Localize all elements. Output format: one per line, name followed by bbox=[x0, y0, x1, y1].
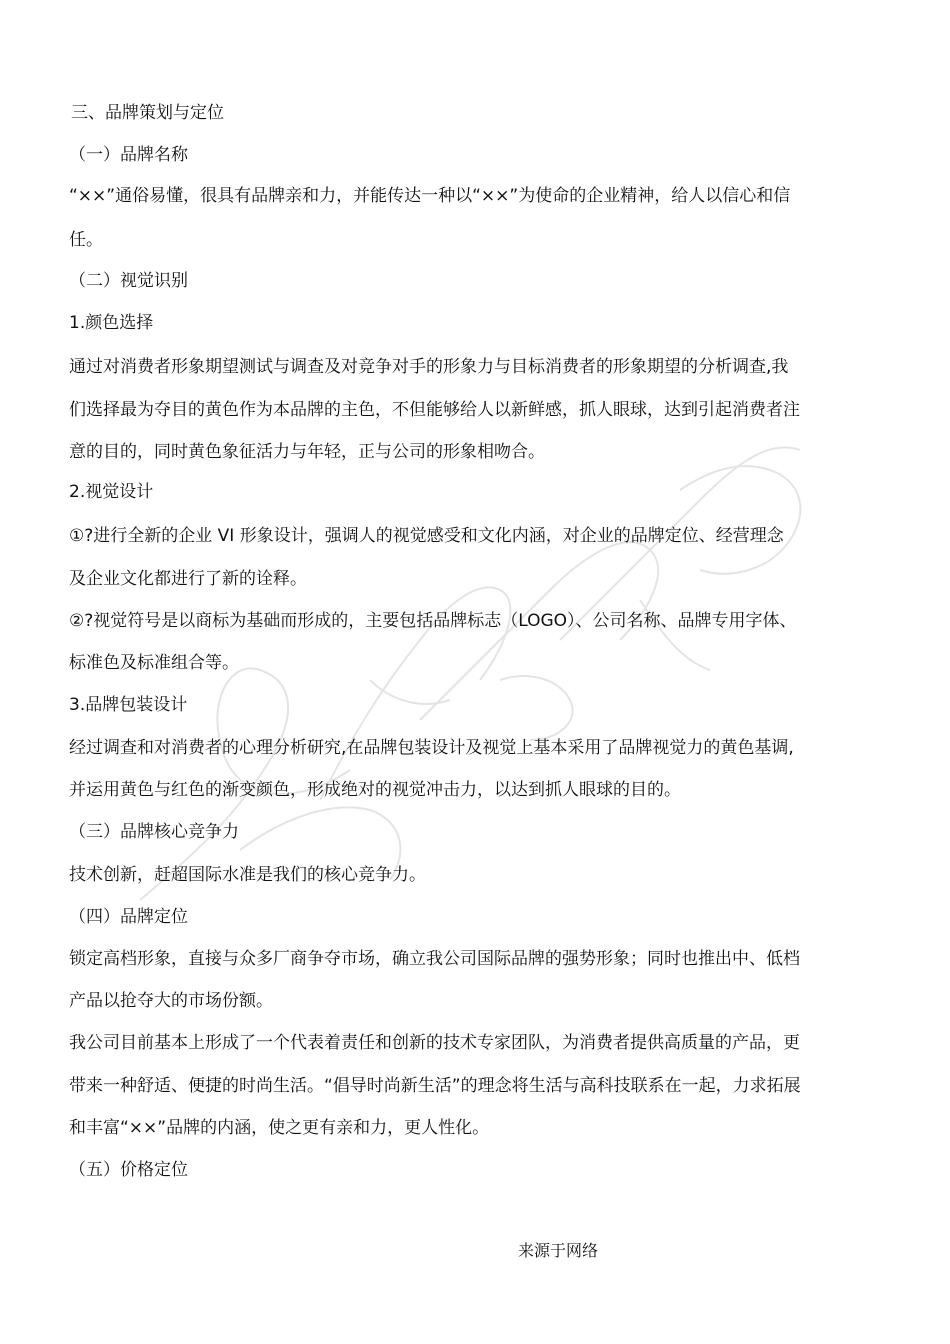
item-heading-color: 1.颜色选择 bbox=[69, 313, 154, 333]
paragraph-line: 锁定高档形象，直接与众多厂商争夺市场，确立我公司国际品牌的强势形象；同时也推出中、低档 bbox=[69, 949, 800, 969]
paragraph-line: “××”通俗易懂，很具有品牌亲和力，并能传达一种以“××”为使命的企业精神，给人以信心和信 bbox=[69, 186, 791, 206]
paragraph-line: ②?视觉符号是以商标为基础而形成的，主要包括品牌标志（LOGO）、公司名称、品牌专用字体、 bbox=[69, 611, 797, 631]
paragraph-line: 意的目的，同时黄色象征活力与年轻，正与公司的形象相吻合。 bbox=[69, 442, 545, 462]
paragraph-line: 并运用黄色与红色的渐变颜色，形成绝对的视觉冲击力，以达到抓人眼球的目的。 bbox=[69, 780, 681, 800]
subheading-price-positioning: （五）价格定位 bbox=[69, 1160, 188, 1180]
paragraph-line: 技术创新，赶超国际水准是我们的核心竞争力。 bbox=[69, 865, 426, 885]
paragraph-line: 及企业文化都进行了新的诠释。 bbox=[69, 569, 307, 589]
paragraph-line: 经过调查和对消费者的心理分析研究,在品牌包装设计及视觉上基本采用了品牌视觉力的黄色基调, bbox=[69, 738, 794, 758]
paragraph-line: 带来一种舒适、便捷的时尚生活。“倡导时尚新生活”的理念将生活与高科技联系在一起，力求拓展 bbox=[69, 1076, 801, 1096]
paragraph-line: 们选择最为夺目的黄色作为本品牌的主色，不但能够给人以新鲜感，抓人眼球，达到引起消费者注 bbox=[69, 400, 800, 420]
item-heading-packaging: 3.品牌包装设计 bbox=[69, 695, 188, 715]
paragraph-line: 标准色及标准组合等。 bbox=[69, 653, 239, 673]
paragraph-line: 通过对消费者形象期望测试与调查及对竞争对手的形象力与目标消费者的形象期望的分析调查,我 bbox=[69, 357, 789, 377]
paragraph-line: 我公司目前基本上形成了一个代表着责任和创新的技术专家团队，为消费者提供高质量的产品，更 bbox=[69, 1033, 800, 1053]
subheading-brand-positioning: （四）品牌定位 bbox=[69, 907, 188, 927]
section-heading-3: 三、品牌策划与定位 bbox=[71, 103, 224, 123]
paragraph-line: 和丰富“××”品牌的内涵，使之更有亲和力，更人性化。 bbox=[69, 1118, 490, 1138]
paragraph-line: 任。 bbox=[69, 230, 103, 250]
paragraph-line: ①?进行全新的企业 VI 形象设计，强调人的视觉感受和文化内涵，对企业的品牌定位、经营理念 bbox=[69, 526, 784, 546]
item-heading-visual-design: 2.视觉设计 bbox=[69, 482, 154, 502]
subheading-visual-identity: （二）视觉识别 bbox=[69, 271, 188, 291]
paragraph-line: 产品以抢夺大的市场份额。 bbox=[69, 991, 273, 1011]
subheading-brand-name: （一）品牌名称 bbox=[69, 145, 188, 165]
subheading-core-competitiveness: （三）品牌核心竞争力 bbox=[69, 822, 239, 842]
page-footer-source: 来源于网络 bbox=[518, 1241, 599, 1260]
